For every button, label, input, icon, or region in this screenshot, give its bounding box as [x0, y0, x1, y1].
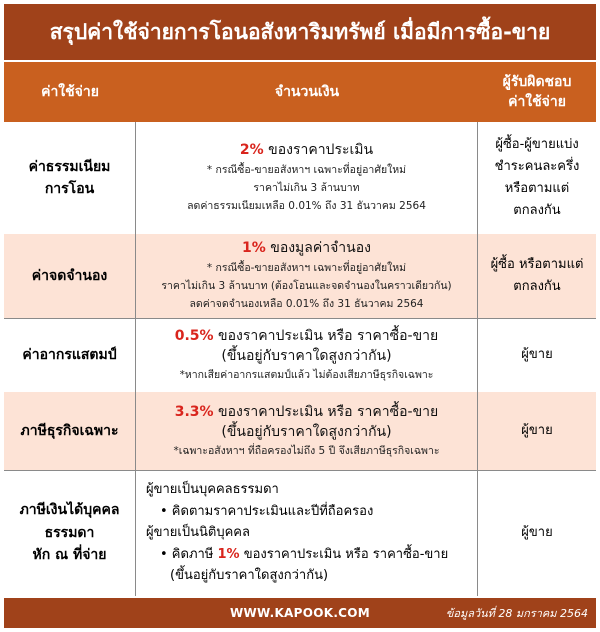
rate-percent: 1% [217, 546, 240, 562]
rate-percent: 1% [242, 240, 266, 257]
table-row-transfer-fee [4, 122, 596, 235]
amount-cell [136, 318, 478, 392]
amount-main: 3.3% ของราคาประเมิน หรือ ราคาซื้อ-ขาย [174, 403, 439, 420]
payer-cell [478, 392, 596, 470]
payer-cell [478, 318, 596, 392]
amount-note: *เฉพาะอสังหาฯ ที่ถือครองไม่ถึง 5 ปี จึงเสียภาษีธุรกิจเฉพาะ [173, 445, 440, 458]
payer-line: ผู้ขาย [521, 422, 553, 438]
amount-note: * กรณีซื้อ-ขายอสังหาฯ เฉพาะที่อยู่อาศัยใหม่ [206, 261, 407, 274]
rate-percent: 2% [239, 142, 264, 159]
seller-type-juristic: ผู้ขายเป็นนิติบุคคล [146, 525, 250, 541]
amount-main: 1% ของมูลค่าจำนอง [242, 240, 371, 257]
payer-line: หรือตามแต่ [504, 181, 570, 196]
fee-name-line: การโอน [44, 181, 95, 197]
fee-name-cell [4, 234, 136, 318]
amount-note: ราคาไม่เกิน 3 ล้านบาท (ต้องโอนและจดจำนองในคราวเดียวกัน) [161, 279, 452, 292]
fee-name-cell [4, 318, 136, 392]
bullet-item-continued: (ขึ้นอยู่กับราคาใดสูงกว่ากัน) [170, 568, 329, 584]
fee-name-line: ค่าอากรแสตมป์ [22, 346, 117, 363]
fee-name-line: หัก ณ ที่จ่าย [32, 547, 107, 564]
amount-cell [136, 122, 478, 234]
payer-cell [478, 234, 596, 318]
table-row-mortgage-fee [4, 234, 596, 319]
fee-name-line: ค่าจดจำนอง [31, 267, 108, 284]
data-date: ข้อมูลวันที่ 28 มกราคม 2564 [445, 607, 588, 620]
bullet-item: • คิดภาษี 1% ของราคาประเมิน หรือ ราคาซื้อ-ขาย [160, 546, 449, 562]
header-payer-line2: ค่าใช้จ่าย [508, 94, 566, 110]
bullet-item: • คิดตามราคาประเมินและปีที่ถือครอง [160, 503, 374, 519]
header-fee: ค่าใช้จ่าย [41, 83, 99, 100]
rate-percent: 3.3% [174, 403, 214, 420]
header-payer-line1: ผู้รับผิดชอบ [502, 73, 572, 90]
fee-name-line: ภาษีธุรกิจเฉพาะ [20, 422, 119, 439]
payer-cell [478, 470, 596, 596]
payer-line: ผู้ขาย [521, 346, 553, 362]
fee-name-line: ภาษีเงินได้บุคคล [19, 502, 120, 519]
table-header [4, 62, 596, 122]
amount-note: *หากเสียค่าอากรแสตมป์แล้ว ไม่ต้องเสียภาษีธุรกิจเฉพาะ [179, 369, 434, 382]
fee-name-line: ธรรมดา [44, 524, 95, 541]
table-row-business-tax [4, 392, 596, 471]
amount-note: ลดค่าจดจำนองเหลือ 0.01% ถึง 31 ธันวาคม 2564 [189, 298, 424, 311]
payer-line: ผู้ซื้อ หรือตามแต่ [490, 256, 584, 272]
seller-type-individual: ผู้ขายเป็นบุคคลธรรมดา [146, 482, 279, 498]
amount-cell [136, 470, 478, 596]
footer-bar [4, 598, 596, 628]
amount-cell [136, 392, 478, 470]
payer-cell [478, 122, 596, 234]
amount-note: * กรณีซื้อ-ขายอสังหาฯ เฉพาะที่อยู่อาศัยใหม่ [206, 163, 407, 176]
amount-main-line2: (ขึ้นอยู่กับราคาใดสูงกว่ากัน) [221, 347, 392, 364]
payer-line: ตกลงกัน [513, 203, 561, 219]
fee-name-cell [4, 122, 136, 234]
amount-note: ราคาไม่เกิน 3 ล้านบาท [253, 181, 360, 194]
amount-main: 2% ของราคาประเมิน [239, 142, 374, 159]
fee-name-cell [4, 392, 136, 470]
fee-name-line: ค่าธรรมเนียม [28, 158, 111, 175]
page-title: สรุปค่าใช้จ่ายการโอนอสังหาริมทรัพย์ เมื่อมีการซื้อ-ขาย [4, 4, 596, 60]
header-amount: จำนวนเงิน [274, 83, 340, 100]
table-row-withholding-tax [4, 470, 596, 596]
rate-percent: 0.5% [174, 327, 214, 344]
fee-name-cell [4, 470, 136, 596]
payer-line: ผู้ซื้อ-ผู้ขายแบ่ง [495, 136, 579, 152]
amount-note: ลดค่าธรรมเนียมเหลือ 0.01% ถึง 31 ธันวาคม 2564 [187, 200, 426, 213]
amount-cell [136, 234, 478, 318]
payer-line: ชำระคนละครึ่ง [494, 158, 580, 174]
header-payer [478, 62, 596, 122]
site-logo-text: WWW.KAPOOK.COM [229, 606, 371, 620]
fees-summary-table [4, 4, 596, 628]
payer-line: ตกลงกัน [513, 279, 561, 294]
amount-main-line2: (ขึ้นอยู่กับราคาใดสูงกว่ากัน) [221, 423, 392, 440]
table-row-stamp-duty [4, 318, 596, 393]
amount-main: 0.5% ของราคาประเมิน หรือ ราคาซื้อ-ขาย [174, 327, 439, 344]
payer-line: ผู้ขาย [521, 524, 553, 540]
